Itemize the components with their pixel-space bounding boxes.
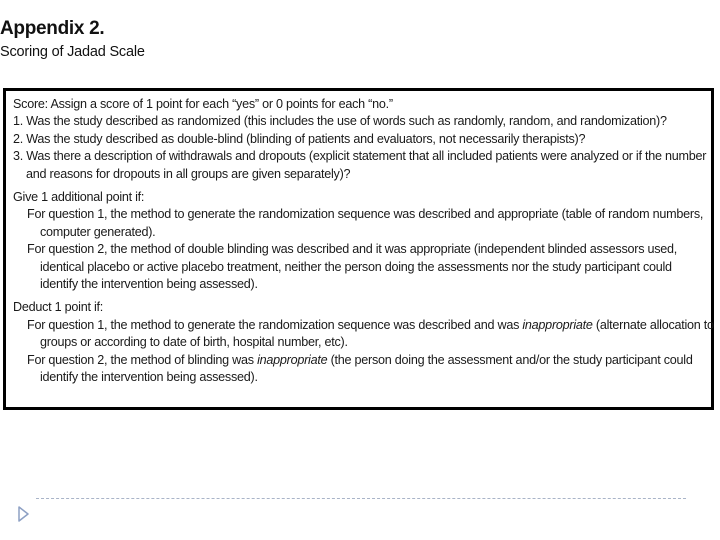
additional-item-1: For question 1, the method to generate the randomization sequence was described and appropriate (table of random numbers, computer generated). xyxy=(27,207,704,239)
question-3: 3. Was there a description of withdrawals and dropouts (explicit statement that all included patients were analyzed or if the number and reasons for dropouts in all groups are given separately)? xyxy=(13,149,707,181)
deduct-item-1-text: For question 1, the method to generate the randomization sequence was described and was xyxy=(27,317,523,332)
footer-divider xyxy=(36,498,686,499)
deduct-item-1-emphasis: inappropriate xyxy=(522,317,593,332)
question-2: 2. Was the study described as double-blind (blinding of patients and evaluators, not necessarily therapists)? xyxy=(13,131,586,146)
deduct-item-1 xyxy=(13,317,720,352)
score-instruction: Score: Assign a score of 1 point for each “yes” or 0 points for each “no.” xyxy=(13,97,393,111)
deduct-points-heading: Deduct 1 point if: xyxy=(13,300,104,315)
additional-item-2: For question 2, the method of double blinding was described and it was appropriate (independent blinded assessors used, identical placebo or active placebo treatment, neither the person doing the assessments nor the study participant could identify the intervention being assessed). xyxy=(27,242,678,292)
deduct-item-2-text: For question 2, the method of blinding was xyxy=(27,352,258,367)
appendix-subtitle: Scoring of Jadad Scale xyxy=(0,44,145,60)
deduct-item-2 xyxy=(13,352,720,387)
jadad-scale-box xyxy=(3,88,714,410)
triangle-bullet-icon xyxy=(18,506,29,522)
deduct-item-2-emphasis: inappropriate xyxy=(257,352,328,367)
additional-points-heading: Give 1 additional point if: xyxy=(13,190,145,205)
question-1: 1. Was the study described as randomized (this includes the use of words such as randomly, random, and randomization)? xyxy=(13,114,667,129)
deduct-item-2-rest: (the person doing the assessment and/or the study participant could identify the intervention being assessed). xyxy=(40,352,693,385)
appendix-title: Appendix 2. xyxy=(0,18,105,39)
deduct-item-1-rest: (alternate allocation to groups or according to date of birth, hospital number, etc). xyxy=(40,317,714,350)
